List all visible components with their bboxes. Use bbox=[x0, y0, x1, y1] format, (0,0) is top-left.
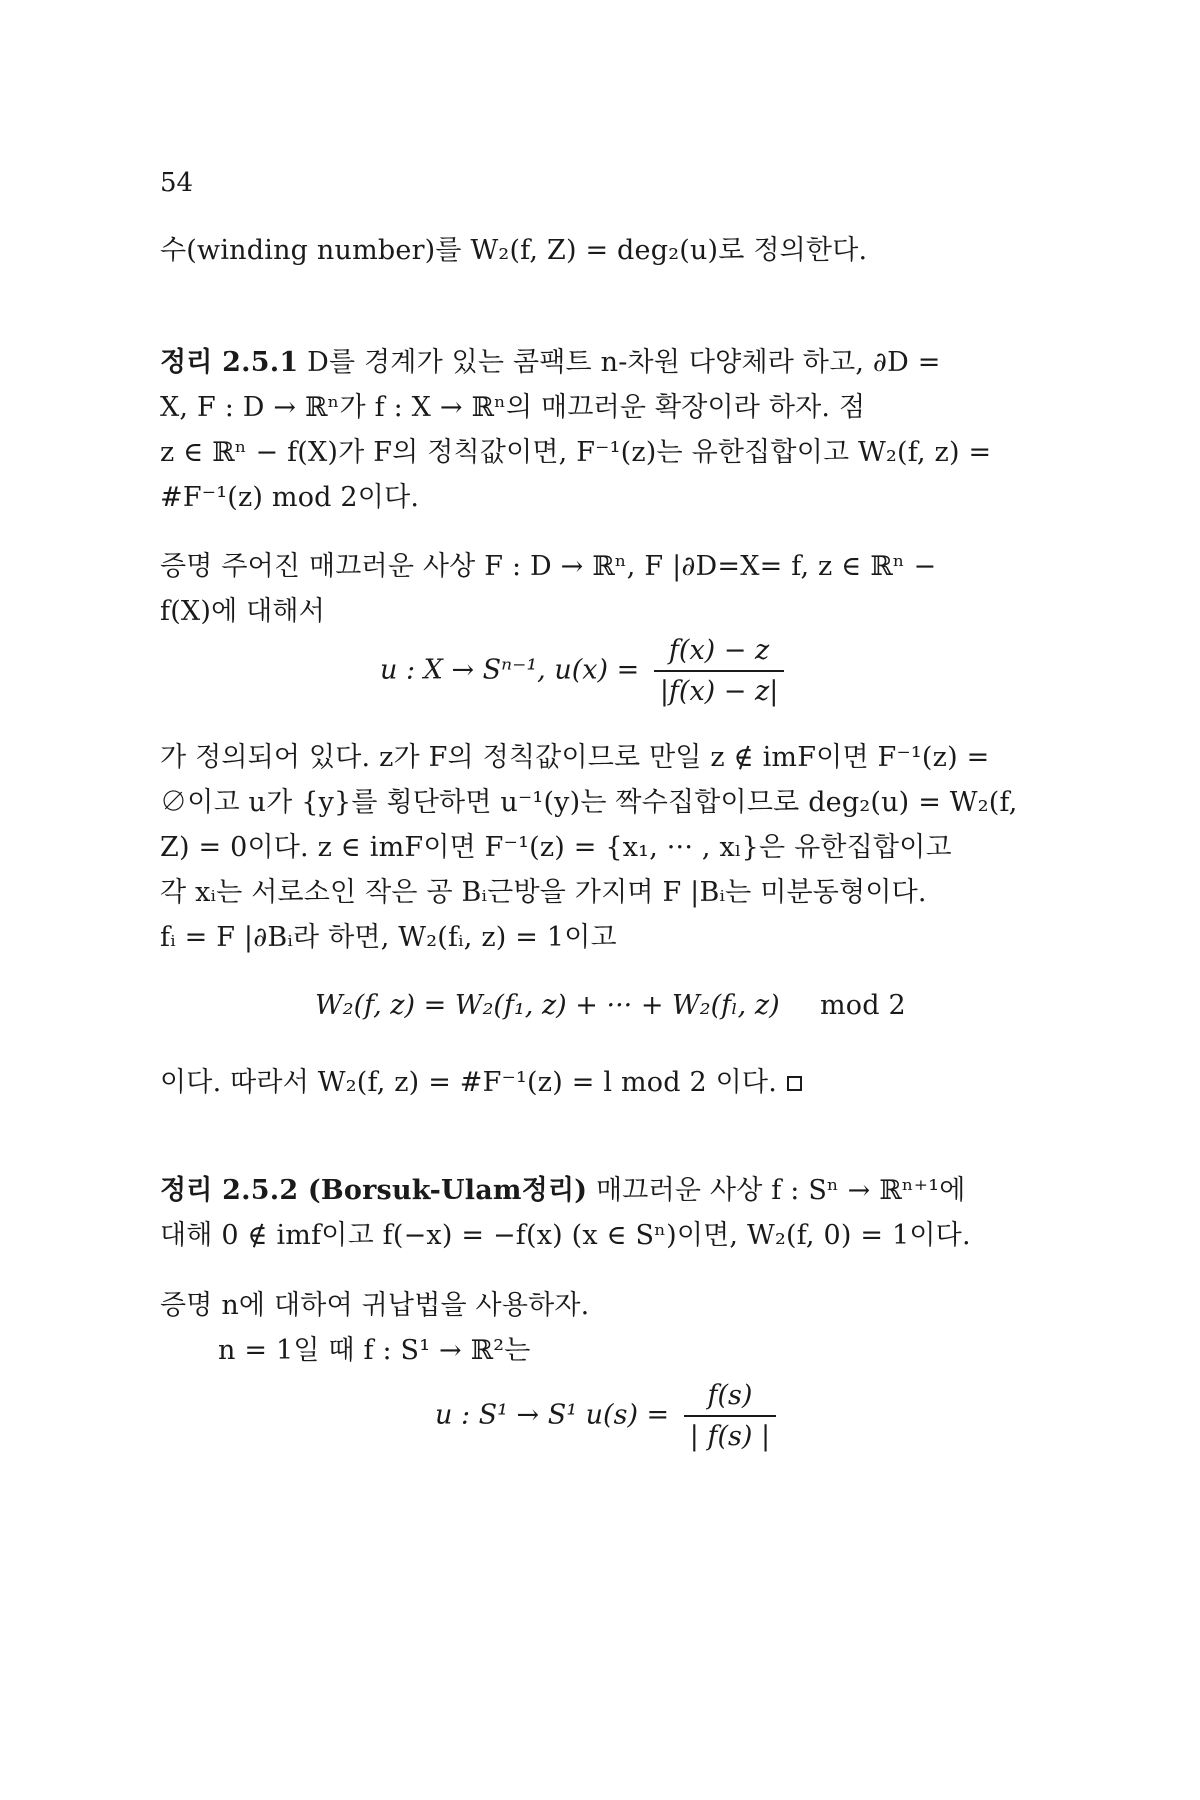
theorem-line: 대해 0 ∉ imf이고 f(−x) = −f(x) (x ∈ Sⁿ)이면, W₂(f, 0) = 1이다. bbox=[160, 1220, 971, 1251]
theorem-text: D를 경계가 있는 콤팩트 n-차원 다양체라 하고, ∂D = bbox=[298, 347, 941, 378]
text-line: fᵢ = F |∂Bᵢ라 하면, W₂(fᵢ, z) = 1이고 bbox=[160, 922, 617, 953]
fraction-denominator: | f(s) | bbox=[689, 1421, 771, 1452]
proof-line: 증명 주어진 매끄러운 사상 F : D → ℝⁿ, F |∂D=X= f, z ∈ ℝⁿ − bbox=[160, 551, 937, 582]
theorem-line: z ∈ ℝⁿ − f(X)가 F의 정칙값이면, F⁻¹(z)는 유한집합이고 W₂(f, z) = bbox=[160, 437, 992, 468]
theorem-line: #F⁻¹(z) mod 2이다. bbox=[160, 482, 420, 513]
display-equation bbox=[380, 635, 784, 707]
qed-icon bbox=[787, 1076, 802, 1091]
text-line: 각 xᵢ는 서로소인 작은 공 Bᵢ근방을 가지며 F |Bᵢ는 미분동형이다. bbox=[160, 877, 927, 908]
fraction bbox=[654, 635, 785, 707]
fraction-numerator: f(x) − z bbox=[654, 635, 785, 672]
theorem-heading: 정리 2.5.2 (Borsuk-Ulam정리) bbox=[160, 1175, 588, 1206]
proof-line: n = 1일 때 f : S¹ → ℝ²는 bbox=[218, 1335, 531, 1366]
theorem-text: 매끄러운 사상 f : Sⁿ → ℝⁿ⁺¹에 bbox=[587, 1175, 966, 1206]
text-line: ∅이고 u가 {y}를 횡단하면 u⁻¹(y)는 짝수집합이므로 deg₂(u) = W₂(f, bbox=[160, 787, 1018, 818]
text-line: Z) = 0이다. z ∈ imF이면 F⁻¹(z) = {x₁, ··· , xₗ}은 유한집합이고 bbox=[160, 832, 952, 863]
display-equation: W₂(f, z) = W₂(f₁, z) + ··· + W₂(fₗ, z) bbox=[315, 990, 780, 1021]
text-line: 가 정의되어 있다. z가 F의 정칙값이므로 만일 z ∉ imF이면 F⁻¹(z) = bbox=[160, 742, 990, 773]
theorem-line bbox=[160, 1168, 966, 1207]
theorem-line: X, F : D → ℝⁿ가 f : X → ℝⁿ의 매끄러운 확장이라 하자. 점 bbox=[160, 392, 866, 423]
theorem-line bbox=[160, 340, 941, 379]
equation-left: u : X → Sⁿ⁻¹, u(x) = bbox=[380, 654, 640, 686]
equation-mod: mod 2 bbox=[820, 990, 906, 1021]
conclusion-text: 이다. 따라서 W₂(f, z) = #F⁻¹(z) = l mod 2 이다. bbox=[160, 1067, 777, 1098]
display-equation bbox=[435, 1380, 776, 1452]
fraction-denominator: |f(x) − z| bbox=[659, 676, 779, 707]
fraction bbox=[684, 1380, 776, 1452]
theorem-heading: 정리 2.5.1 bbox=[160, 347, 299, 378]
fraction-numerator: f(s) bbox=[684, 1380, 776, 1417]
text-line bbox=[160, 1060, 802, 1099]
text-line: 수(winding number)를 W₂(f, Z) = deg₂(u)로 정의한다. bbox=[160, 235, 868, 266]
page-number: 54 bbox=[160, 168, 194, 198]
proof-line: 증명 n에 대하여 귀납법을 사용하자. bbox=[160, 1290, 590, 1321]
proof-line: f(X)에 대해서 bbox=[160, 596, 325, 627]
equation-left: u : S¹ → S¹ u(s) = bbox=[435, 1399, 670, 1431]
